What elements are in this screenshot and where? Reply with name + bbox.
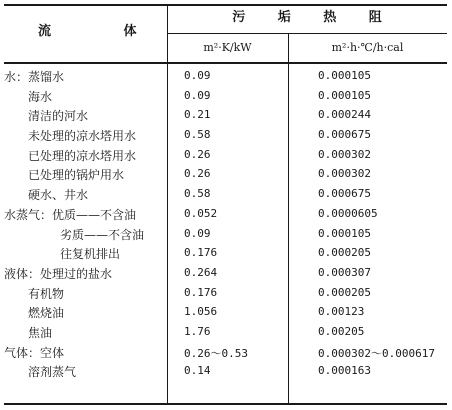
table-top-rule	[4, 4, 447, 6]
resistance-cal-value: 0.000302～0.000617	[318, 346, 435, 360]
resistance-si-value: 0.052	[184, 206, 218, 220]
fluid-name: 溶剂蒸气	[28, 365, 77, 380]
table-row	[4, 184, 447, 204]
table-row	[4, 243, 447, 263]
table-row	[4, 125, 447, 145]
resistance-si-value: 0.09	[184, 69, 211, 82]
resistance-si-value: 0.264	[184, 265, 218, 279]
resistance-si-value: 0.176	[184, 285, 218, 299]
resistance-si-value: 0.09	[184, 88, 211, 102]
fluid-name: 焦油	[28, 325, 53, 340]
resistance-cal-value: 0.000105	[318, 69, 371, 82]
table-row	[4, 361, 447, 381]
resistance-si-value: 0.26	[184, 167, 211, 181]
fluid-name: 水：蒸馏水	[4, 70, 65, 84]
table-row	[4, 302, 447, 322]
table-row	[4, 204, 447, 224]
table-row	[4, 66, 447, 86]
resistance-si-value: 0.58	[184, 187, 211, 201]
resistance-cal-value: 0.000105	[318, 226, 371, 240]
table-row	[4, 164, 447, 184]
resistance-si-value: 1.76	[184, 324, 211, 338]
fluid-name: 硬水、井水	[28, 188, 89, 203]
header-unit-cal: m²·h·℃/h·cal	[331, 41, 404, 54]
header-bottom-rule	[4, 62, 447, 64]
resistance-cal-value: 0.000244	[318, 108, 371, 122]
resistance-si-value: 1.056	[184, 305, 218, 319]
resistance-si-value: 0.58	[184, 128, 211, 142]
resistance-cal-value: 0.000105	[318, 88, 371, 102]
fluid-name: 燃烧油	[28, 306, 65, 321]
table-row	[4, 105, 447, 125]
fluid-name: 气体：空体	[4, 345, 65, 360]
header-fluid: 流 体	[38, 24, 171, 39]
fouling-resistance-table	[4, 4, 447, 405]
fluid-name: 已处理的凉水塔用水	[28, 148, 137, 163]
fluid-name: 往复机排出	[60, 247, 121, 262]
table-row	[4, 322, 447, 342]
resistance-si-value: 0.176	[184, 246, 218, 260]
resistance-cal-value: 0.000307	[318, 265, 371, 279]
fluid-name: 已处理的锅炉用水	[28, 168, 125, 183]
header-unit-si: m²·K/kW	[203, 41, 252, 54]
fluid-name: 有机物	[28, 286, 65, 301]
resistance-si-value: 0.21	[184, 108, 211, 122]
table-row	[4, 86, 447, 106]
resistance-cal-value: 0.000675	[318, 187, 371, 201]
resistance-cal-value: 0.000302	[318, 147, 371, 161]
resistance-cal-value: 0.00123	[318, 305, 365, 319]
table-row	[4, 342, 447, 362]
resistance-si-value: 0.26～0.53	[184, 346, 248, 360]
fluid-name: 海水	[28, 89, 53, 104]
fluid-name: 劣质——不含油	[60, 227, 145, 242]
resistance-cal-value: 0.000205	[318, 285, 371, 299]
table-row	[4, 283, 447, 303]
resistance-cal-value: 0.0000605	[318, 206, 378, 220]
table-row	[4, 224, 447, 244]
fluid-name: 清洁的河水	[28, 109, 89, 124]
resistance-cal-value: 0.000675	[318, 128, 371, 142]
header-fouling-resistance: 污 垢 热 阻	[232, 10, 396, 25]
resistance-si-value: 0.09	[184, 226, 211, 240]
resistance-si-value: 0.14	[184, 364, 211, 378]
table-row	[4, 263, 447, 283]
table-row	[4, 145, 447, 165]
fluid-name: 未处理的凉水塔用水	[28, 129, 137, 144]
resistance-cal-value: 0.00205	[318, 324, 365, 338]
resistance-cal-value: 0.000302	[318, 167, 371, 181]
table-bottom-rule	[4, 403, 447, 405]
resistance-si-value: 0.26	[184, 147, 211, 161]
resistance-cal-value: 0.000205	[318, 246, 371, 260]
fluid-name: 液体：处理过的盐水	[4, 266, 113, 281]
fluid-name: 水蒸气：优质——不含油	[4, 207, 137, 222]
table-body	[4, 66, 447, 381]
resistance-cal-value: 0.000163	[318, 364, 371, 378]
header-divider-rule	[167, 33, 447, 34]
